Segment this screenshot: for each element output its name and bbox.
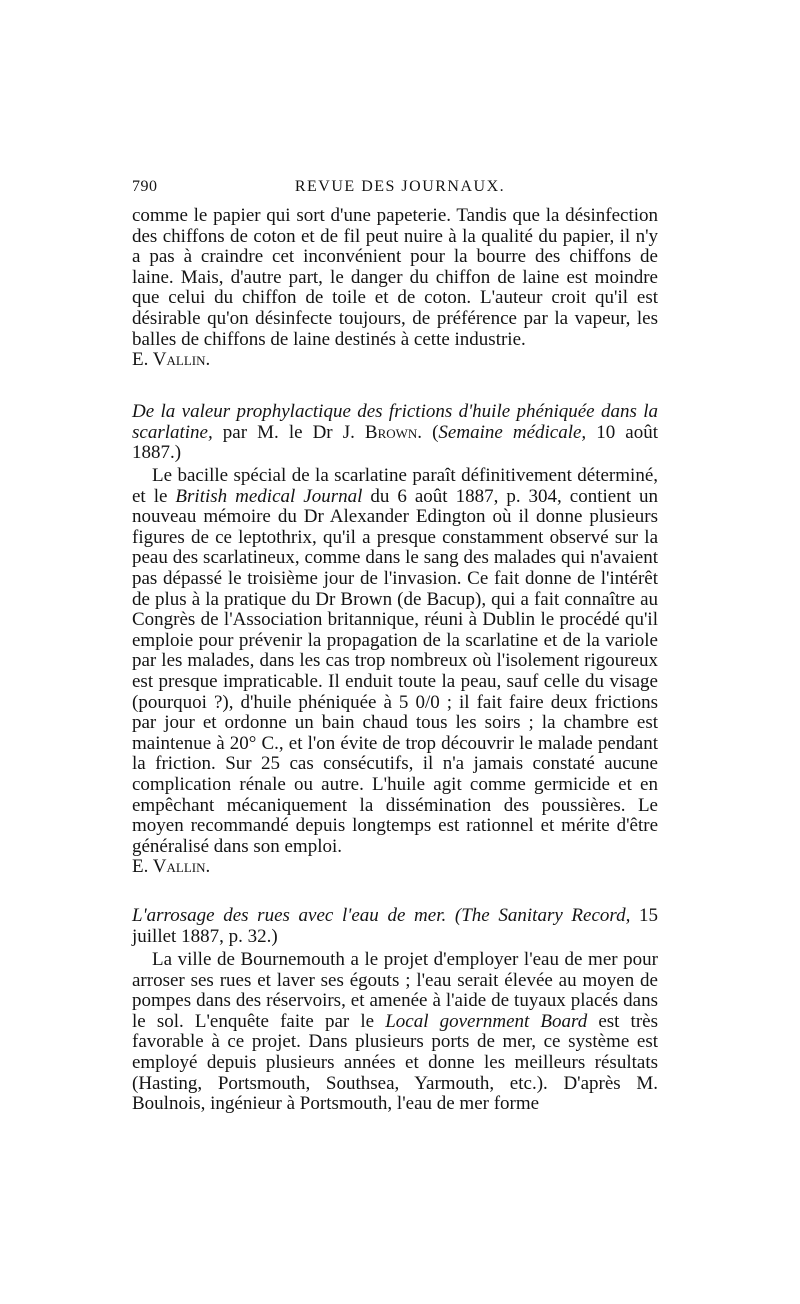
section-2-title [132, 402, 658, 464]
running-head: REVUE DES JOURNAUX. [294, 178, 506, 195]
paragraph-text-2: est très favorable à ce projet. Dans plusieurs ports de mer, ce système est employé depuis plusieurs années et donne les meilleurs résultats (Hasting, Portsmouth, Southsea, Yarmouth, etc.). D'après M. Boulnois, ingénieur à Portsmouth, l'eau de mer forme [132, 1010, 658, 1115]
section-3-title [132, 906, 658, 947]
section-1-body: comme le papier qui sort d'une papeterie. Tandis que la désinfection des chiffons de coton et de fil peut nuire à la qualité du papier, il n'y a pas à craindre cet inconvénient pour la bourre des chiffons de laine. Mais, d'autre part, le danger du chiffon de laine est moindre que celui du chiffon de toile et de coton. L'auteur croit qu'il est désirable qu'on désinfecte toujours, de préférence par la vapeur, les balles de chiffons de laine destinés à cette industrie. [132, 205, 658, 350]
article-source-prefix: . ( [417, 421, 439, 443]
section-2-body [132, 466, 658, 878]
journal-name: British medical Journal [175, 485, 363, 507]
article-title: L'arrosage des rues avec l'eau de mer. [132, 905, 447, 926]
paragraph-text-1: Le bacille spécial de la scarlatine paraît définitivement déterminé, et le [132, 465, 658, 507]
signature-name: E. Vallin. [132, 349, 211, 371]
article-author-name: Brown [364, 421, 418, 443]
article-date: 15 juillet 1887, p. 32.) [132, 905, 659, 947]
board-name: Local government Board [385, 1010, 588, 1032]
section-3-body [132, 950, 658, 1115]
article-source: (The Sanitary Record, [446, 905, 631, 926]
section-1-signature [132, 350, 658, 371]
article-title: De la valeur prophylactique des frictions d'huile phéniquée dans la scarlatine, [132, 401, 658, 443]
article-author-prefix: par M. le Dr J. [212, 421, 365, 443]
paragraph-text-1: La ville de Bournemouth a le projet d'employer l'eau de mer pour arroser ses rues et laver ses égouts ; l'eau serait élevée au moyen de pompes dans des réservoirs, et amenée à l'aide de tuyaux placés dans le sol. L'enquête faite par le [132, 949, 658, 1032]
article-source: Semaine médicale, [438, 421, 587, 443]
section-3-paragraph [132, 950, 658, 1115]
page-number: 790 [132, 178, 158, 195]
section-1 [132, 206, 658, 371]
section-2-signature [132, 857, 658, 878]
section-2-paragraph [132, 466, 658, 857]
signature-name: E. Vallin. [132, 856, 211, 878]
paragraph-text-2: du 6 août 1887, p. 304, contient un nouveau mémoire du Dr Alexander Edington où il donne plusieurs figures de ce leptothrix, qu'il a presque constamment observé sur la peau des scarlatineux, comme dans le sang des malades qui n'avaient pas dépassé le troisième jour de l'invasion. Ce fait donne de l'intérêt de plus à la pratique du Dr Brown (de Bacup), qui a fait connaître au Congrès de l'Association britannique, réuni à Dublin le procédé qu'il emploie pour prévenir la propagation de la scarlatine et de la variole par les malades, dans les cas trop nombreux où l'isolement rigoureux est presque impraticable. Il enduit toute la peau, sauf celle du visage (pourquoi ?), d'huile phéniquée à 5 0/0 ; il fait faire deux frictions par jour et ordonne un bain chaud tous les soirs ; la chambre est maintenue à 20° C., et l'on évite de trop découvrir le malade pendant la friction. Sur 25 cas consécutifs, il n'a jamais constaté aucune complication rénale ou autre. L'huile agit comme germicide et en empêchant mécaniquement la dissémination des poussières. Le moyen recommandé depuis longtemps est rationnel et mérite d'être généralisé dans son emploi. [132, 485, 658, 857]
article-date: 10 août 1887.) [132, 421, 658, 464]
